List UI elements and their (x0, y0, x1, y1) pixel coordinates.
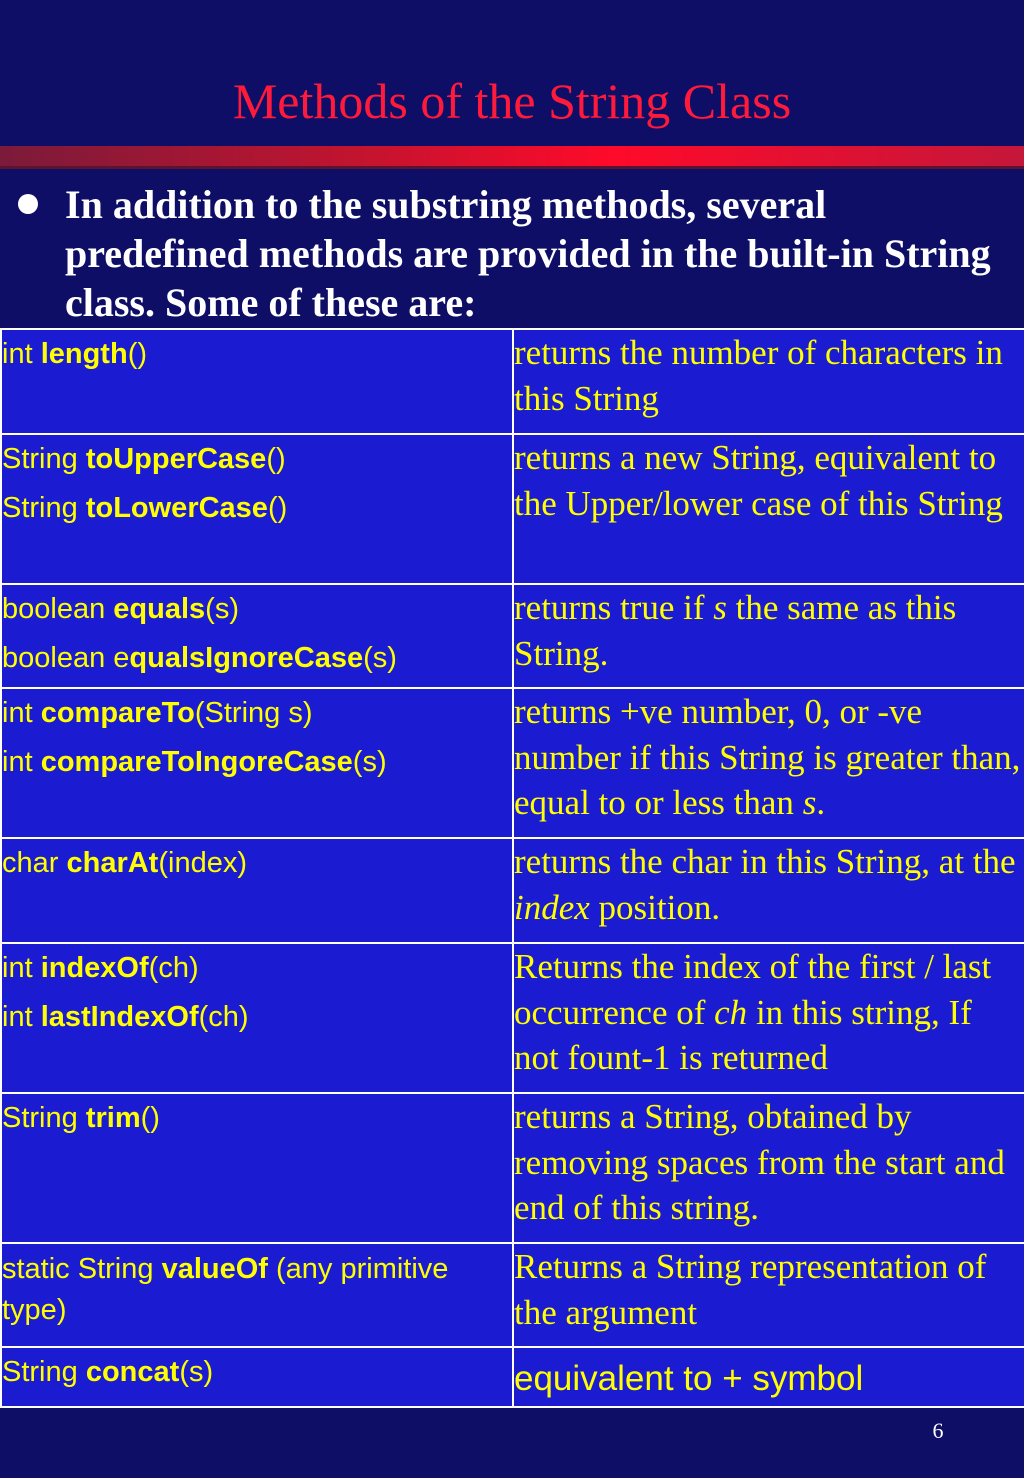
method-signature (2, 689, 512, 738)
method-signature-cell (1, 584, 513, 688)
method-signature (2, 993, 512, 1042)
description-text: in this string, If not fount-1 is returned (514, 992, 972, 1077)
method-description (513, 434, 1024, 584)
description-text: returns true if (514, 588, 714, 627)
method-return-type: boolean e (2, 642, 130, 674)
method-return-type: int (2, 697, 41, 729)
page-number: 6 (932, 1418, 944, 1443)
method-parameters: () (127, 338, 148, 370)
method-return-type: boolean (2, 593, 114, 625)
method-parameters: (any primitive type) (2, 1253, 449, 1326)
method-name: trim (85, 1102, 141, 1134)
description-variable: s (713, 588, 727, 627)
description-text: position. (589, 887, 721, 927)
method-name: valueOf (161, 1253, 268, 1285)
description-text: . (816, 783, 826, 822)
method-name: toUpperCase (85, 443, 267, 475)
method-name: indexOf (40, 952, 149, 984)
method-return-type: int (2, 338, 41, 370)
method-name: qualsIgnoreCase (129, 642, 364, 674)
method-return-type: int (2, 746, 41, 778)
description-text: returns a String, obtained by removing spaces from the start and end of this string. (514, 1097, 1005, 1227)
description-text: equivalent to + symbol (514, 1359, 864, 1398)
method-row (1, 1093, 1024, 1243)
method-signature (2, 839, 512, 888)
method-description (513, 838, 1024, 943)
method-name: concat (85, 1356, 180, 1388)
method-row (1, 688, 1024, 838)
method-name: charAt (66, 847, 159, 879)
method-signature-cell (1, 329, 513, 434)
method-parameters: (s) (352, 746, 387, 778)
method-return-type: static String (2, 1253, 162, 1285)
title-divider (0, 146, 1024, 166)
method-signature (2, 1348, 512, 1397)
method-parameters: (ch) (198, 1001, 249, 1033)
method-signature (2, 944, 512, 993)
method-signature (2, 738, 512, 787)
method-return-type: String (2, 1102, 86, 1134)
description-text: returns the number of characters in this String (514, 333, 1003, 418)
method-description (513, 1093, 1024, 1243)
method-row (1, 943, 1024, 1093)
method-signature (2, 435, 512, 484)
method-signature-cell (1, 1243, 513, 1347)
method-parameters: (s) (205, 593, 239, 625)
method-row (1, 584, 1024, 688)
method-return-type: int (2, 952, 41, 984)
method-description (513, 688, 1024, 838)
method-parameters: (index) (158, 847, 247, 879)
method-signature-cell (1, 434, 513, 584)
description-text: returns the char in this String, at the (514, 842, 1016, 881)
method-name: equals (113, 593, 206, 625)
description-text: returns +ve number, 0, or -ve number if this String is greater than, equal to or less than (514, 692, 1021, 822)
method-parameters: (s) (363, 642, 397, 674)
method-signature (2, 484, 512, 533)
methods-table (0, 328, 1024, 1408)
description-variable: s (802, 783, 817, 822)
method-return-type: int (2, 1001, 41, 1033)
method-return-type: char (2, 847, 67, 879)
method-row (1, 1243, 1024, 1347)
method-signature-cell (1, 1347, 513, 1407)
method-row (1, 434, 1024, 584)
method-row (1, 1347, 1024, 1407)
intro-bullet-text: In addition to the substring methods, several predefined methods are provided in the built-in String class. Some of these are: (65, 182, 991, 325)
description-text: Returns the index of the first / last occurrence of (514, 947, 992, 1032)
method-row (1, 329, 1024, 434)
method-description (513, 1243, 1024, 1347)
method-parameters: () (267, 492, 288, 524)
method-parameters: (String s) (194, 697, 313, 729)
method-signature (2, 1244, 512, 1331)
method-name: length (40, 338, 128, 370)
method-parameters: (s) (179, 1356, 214, 1388)
method-description (513, 584, 1024, 688)
method-return-type: String (2, 1356, 86, 1388)
slide-title: Methods of the String Class (232, 73, 792, 129)
description-variable: index (514, 887, 590, 927)
method-signature (2, 634, 512, 683)
method-signature (2, 330, 512, 379)
method-description (513, 329, 1024, 434)
method-name: compareTo (40, 697, 195, 729)
description-text: the same as this String. (514, 588, 957, 673)
method-name: compareToIngoreCase (40, 746, 353, 778)
method-return-type: String (2, 492, 86, 524)
method-row (1, 838, 1024, 943)
description-variable: ch (714, 992, 748, 1032)
method-parameters: () (266, 443, 286, 475)
description-text: Returns a String representation of the argument (514, 1247, 987, 1332)
method-signature (2, 585, 512, 634)
bullet-dot-icon (18, 194, 38, 214)
method-name: toLowerCase (85, 492, 268, 524)
method-parameters: (ch) (148, 952, 199, 984)
method-signature-cell (1, 943, 513, 1093)
intro-bullet (18, 180, 1008, 327)
method-signature (2, 1094, 512, 1143)
method-signature-cell (1, 688, 513, 838)
method-description (513, 943, 1024, 1093)
description-text: returns a new String, equivalent to the Upper/lower case of this String (514, 438, 1003, 523)
method-return-type: String (2, 443, 86, 475)
method-signature-cell (1, 1093, 513, 1243)
method-name: lastIndexOf (40, 1001, 199, 1033)
method-signature-cell (1, 838, 513, 943)
method-parameters: () (140, 1102, 160, 1134)
method-description (513, 1347, 1024, 1407)
